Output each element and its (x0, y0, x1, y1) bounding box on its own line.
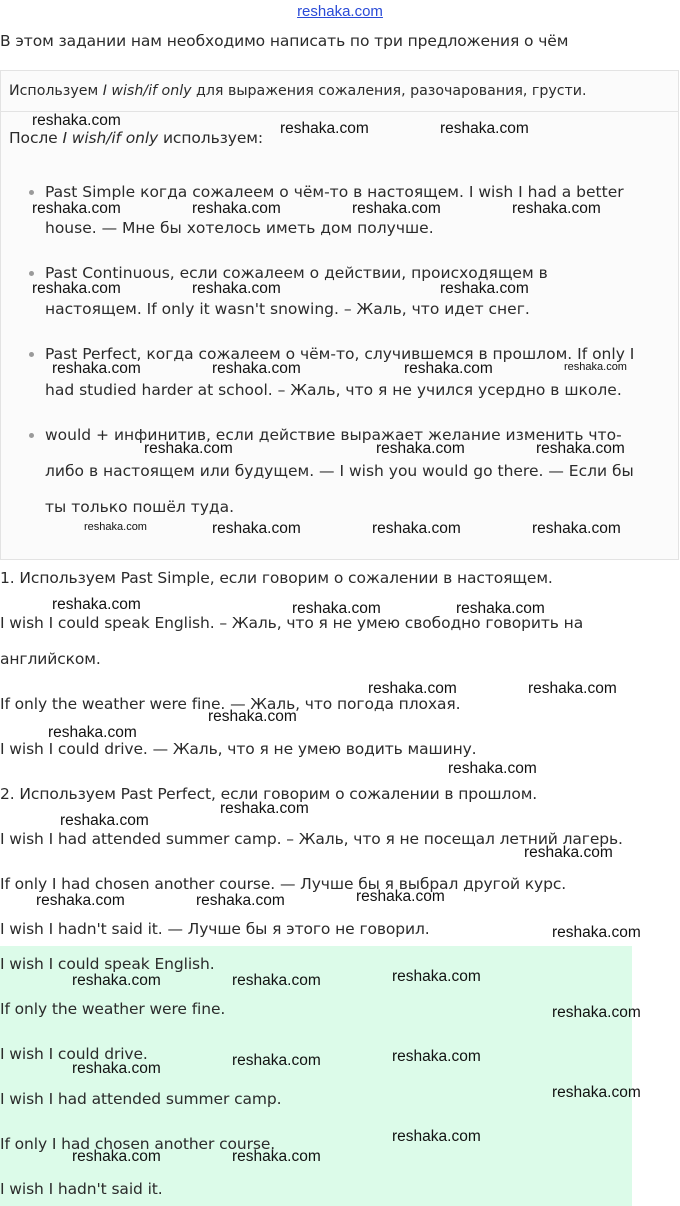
watermark: reshaka.com (532, 520, 621, 537)
watermark: reshaka.com (392, 1048, 481, 1065)
watermark: reshaka.com (72, 1148, 161, 1165)
example-line: английском. (0, 650, 101, 668)
watermark: reshaka.com (232, 1148, 321, 1165)
rule-item-line: Past Continuous, если сожалеем о действии, происходящем в (45, 264, 548, 282)
rule-box-header: Используем I wish/if only для выражения сожаления, разочарования, грусти. (9, 83, 587, 99)
watermark: reshaka.com (48, 724, 137, 741)
bullet-dot (29, 190, 34, 195)
watermark: reshaka.com (208, 708, 297, 725)
rule-item-line: ты только пошёл туда. (45, 498, 235, 516)
watermark: reshaka.com (192, 200, 281, 217)
watermark: reshaka.com (292, 600, 381, 617)
watermark: reshaka.com (84, 521, 147, 533)
example-line: I wish I had attended summer camp. – Жаль, что я не посещал летний лагерь. (0, 830, 623, 848)
answer-line: I wish I had attended summer camp. (0, 1090, 282, 1108)
watermark: reshaka.com (232, 972, 321, 989)
watermark: reshaka.com (352, 200, 441, 217)
rule-after-text: После I wish/if only используем: (9, 129, 263, 147)
example-line: I wish I could speak English. – Жаль, что я не умею свободно говорить на (0, 614, 584, 632)
rule-item-line: настоящем. If only it wasn't snowing. – Жаль, что идет снег. (45, 300, 530, 318)
bullet-dot (29, 352, 34, 357)
section-heading: 2. Используем Past Perfect, если говорим о сожалении в прошлом. (0, 785, 538, 803)
watermark: reshaka.com (356, 888, 445, 905)
watermark: reshaka.com (196, 892, 285, 909)
watermark: reshaka.com (144, 440, 233, 457)
watermark: reshaka.com (232, 1052, 321, 1069)
watermark: reshaka.com (32, 280, 121, 297)
watermark: reshaka.com (32, 112, 121, 129)
rule-item-line: house. — Мне бы хотелось иметь дом получше. (45, 219, 434, 237)
section-heading: 1. Используем Past Simple, если говорим о сожалении в настоящем. (0, 569, 553, 587)
watermark: reshaka.com (564, 361, 627, 373)
example-line: If only I had chosen another course. — Лучше бы я выбрал другой курс. (0, 875, 567, 893)
answer-line: I wish I hadn't said it. (0, 1180, 163, 1198)
watermark: reshaka.com (60, 812, 149, 829)
watermark: reshaka.com (524, 844, 613, 861)
site-link[interactable]: reshaka.com (297, 3, 383, 20)
watermark: reshaka.com (552, 1004, 641, 1021)
answer-line: If only the weather were fine. (0, 1000, 226, 1018)
watermark: reshaka.com (372, 520, 461, 537)
answer-line: I wish I could speak English. (0, 955, 215, 973)
rule-item-line: Past Perfect, когда сожалеем о чём-то, случившемся в прошлом. If only I (45, 345, 635, 363)
watermark: reshaka.com (404, 360, 493, 377)
watermark: reshaka.com (512, 200, 601, 217)
watermark: reshaka.com (36, 892, 125, 909)
example-line: I wish I hadn't said it. — Лучше бы я этого не говорил. (0, 920, 430, 938)
watermark: reshaka.com (32, 200, 121, 217)
watermark: reshaka.com (52, 360, 141, 377)
watermark: reshaka.com (212, 360, 301, 377)
watermark: reshaka.com (52, 596, 141, 613)
bullet-dot (29, 433, 34, 438)
watermark: reshaka.com (392, 968, 481, 985)
intro-text: В этом задании нам необходимо написать по три предложения о чём (0, 32, 569, 50)
watermark: reshaka.com (456, 600, 545, 617)
watermark: reshaka.com (536, 440, 625, 457)
rule-item-line: либо в настоящем или будущем. — I wish you would go there. — Если бы (45, 462, 634, 480)
watermark: reshaka.com (192, 280, 281, 297)
watermark: reshaka.com (440, 120, 529, 137)
rule-item-line: Past Simple когда сожалеем о чём-то в настоящем. I wish I had a better (45, 183, 624, 201)
watermark: reshaka.com (212, 520, 301, 537)
watermark: reshaka.com (392, 1128, 481, 1145)
bullet-dot (29, 271, 34, 276)
watermark: reshaka.com (72, 972, 161, 989)
example-line: If only the weather were fine. — Жаль, что погода плохая. (0, 695, 461, 713)
watermark: reshaka.com (280, 120, 369, 137)
answer-line: If only I had chosen another course. (0, 1135, 276, 1153)
example-line: I wish I could drive. — Жаль, что я не умею водить машину. (0, 740, 477, 758)
watermark: reshaka.com (72, 1060, 161, 1077)
watermark: reshaka.com (368, 680, 457, 697)
rule-item-line: would + инфинитив, если действие выражает желание изменить что- (45, 426, 622, 444)
watermark: reshaka.com (440, 280, 529, 297)
watermark: reshaka.com (552, 924, 641, 941)
answer-line: I wish I could drive. (0, 1045, 148, 1063)
rule-item-line: had studied harder at school. – Жаль, что я не учился усердно в школе. (45, 381, 622, 399)
watermark: reshaka.com (376, 440, 465, 457)
watermark: reshaka.com (448, 760, 537, 777)
watermark: reshaka.com (528, 680, 617, 697)
watermark: reshaka.com (220, 800, 309, 817)
watermark: reshaka.com (552, 1084, 641, 1101)
